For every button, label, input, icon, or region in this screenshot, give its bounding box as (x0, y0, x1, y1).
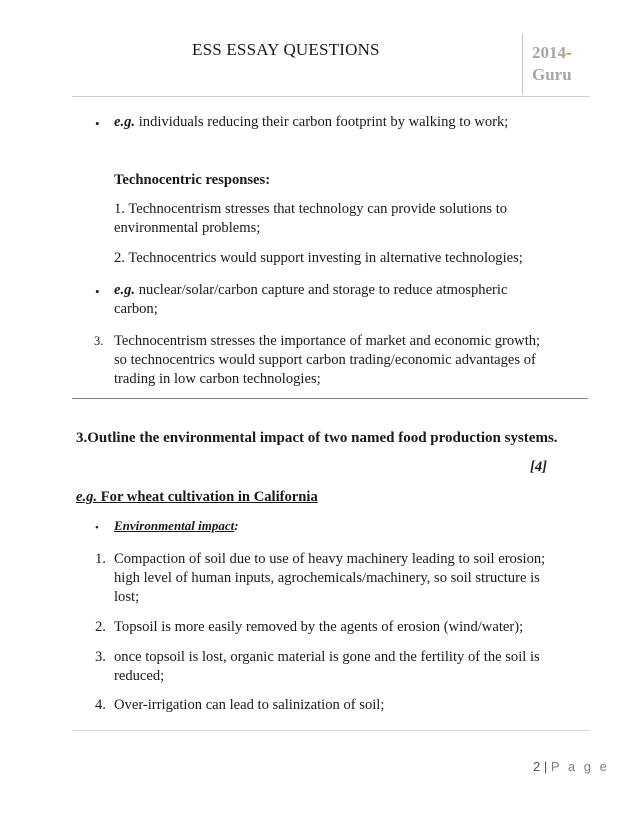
impact-item-1-line-3: lost; (114, 589, 140, 605)
eg-label: e.g. (76, 489, 98, 505)
impact-item-4-line-1: Over-irrigation can lead to salinization of soil; (114, 697, 385, 713)
impact-item-3-line-2: reduced; (114, 668, 165, 684)
techno-point-3-number: 3. (94, 334, 104, 348)
techno-point-1-line-1: 1. Technocentrism stresses that technology can provide solutions to (114, 201, 508, 217)
section-separator (72, 398, 588, 399)
header-divider (522, 34, 523, 94)
impact-item-2-line-1: Topsoil is more easily removed by the agents of erosion (wind/water); (114, 619, 524, 635)
impact-item-1-line-2: high level of human inputs, agrochemicals/machinery, so soil structure is (114, 570, 540, 586)
eg-label: e.g. (114, 282, 136, 298)
techno-point-2: 2. Technocentrics would support investing in alternative technologies; (114, 250, 523, 266)
year-number: 2014 (532, 43, 566, 62)
bullet-icon: • (95, 522, 99, 534)
techno-example-text: nuclear/solar/carbon capture and storage to reduce atmospheric (135, 282, 508, 298)
page-footer (533, 759, 609, 774)
techno-point-3-line-2: so technocentrics would support carbon trading/economic advantages of (114, 352, 536, 368)
footer-separator: | (543, 759, 548, 774)
techno-point-1-line-2: environmental problems; (114, 220, 261, 236)
impact-item-3-line-1: once topsoil is lost, organic material is gone and the fertility of the soil is (114, 649, 540, 665)
impact-item-number: 2. (95, 619, 106, 635)
impact-colon: : (234, 518, 239, 533)
question-3-marks: [4] (530, 459, 548, 475)
example-system-line (76, 487, 318, 508)
example-system-text: For wheat cultivation in California (97, 489, 318, 505)
author-name: Guru (532, 65, 572, 84)
header-rule (72, 96, 590, 97)
techno-example-line-1 (114, 280, 507, 301)
question-3-heading: 3.Outline the environmental impact of two named food production systems. (76, 430, 558, 446)
impact-label-line (114, 518, 239, 534)
document-title: ESS ESSAY QUESTIONS (192, 40, 380, 59)
technocentric-heading: Technocentric responses: (114, 172, 271, 188)
impact-item-1-line-1: Compaction of soil due to use of heavy machinery leading to soil erosion; (114, 551, 546, 567)
impact-item-number: 1. (95, 551, 106, 567)
eco-example-line (114, 112, 508, 133)
techno-point-3-line-1: Technocentrism stresses the importance of market and economic growth; (114, 333, 541, 349)
techno-example-line-2: carbon; (114, 301, 158, 317)
impact-item-number: 4. (95, 697, 106, 713)
impact-label: Environmental impact (114, 518, 235, 533)
footer-rule (72, 730, 590, 731)
bullet-icon: • (95, 116, 100, 131)
header-year (532, 42, 572, 86)
impact-item-number: 3. (95, 649, 106, 665)
techno-point-3-line-3: trading in low carbon technologies; (114, 371, 321, 387)
bullet-icon: • (95, 284, 100, 299)
eco-example-text: individuals reducing their carbon footprint by walking to work; (135, 114, 509, 130)
year-dash: - (566, 43, 572, 62)
eg-label: e.g. (114, 114, 136, 130)
page-number: 2 (533, 759, 541, 774)
page-word: P a g e (550, 759, 610, 774)
